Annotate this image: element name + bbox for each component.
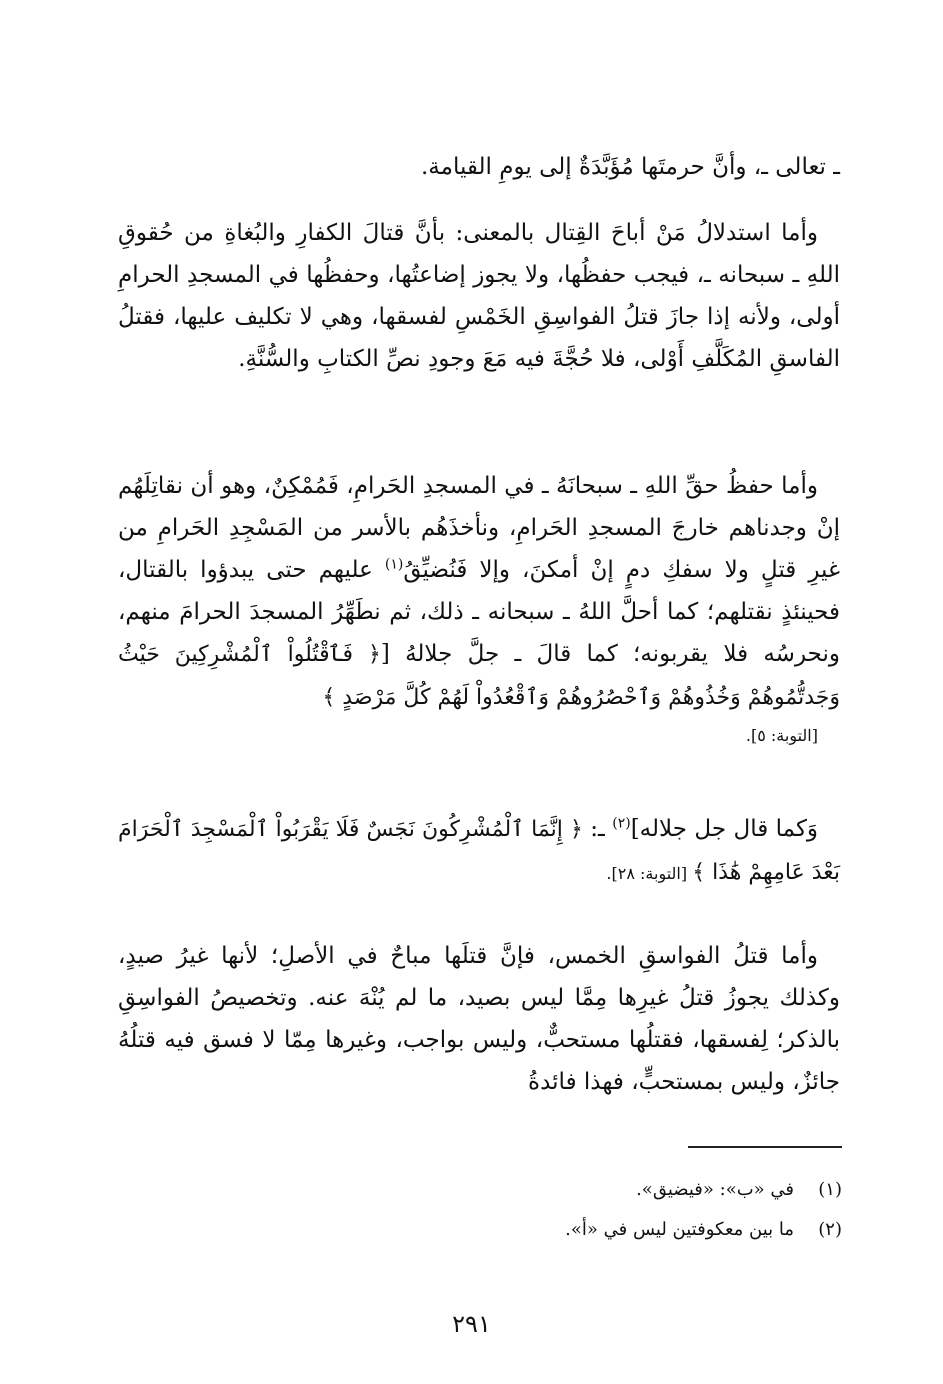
paragraph-1-text: وأما استدلالُ مَنْ أباحَ القِتال بالمعنى: بأنَّ قتالَ الكفارِ والبُغاةِ من حُقوقِ اللهِ ـ سبحانه ـ، فيجب حفظُها، ولا يجوز إضاعتُها، وحفظُها في المسجدِ الحرامِ أولى، ولأنه إذا جازَ قتلُ الفواسِقِ الخَمْسِ لفسقها، وهي لا تكليف عليها، فقتلُ الفاسقِ المُكَلَّفِ أَوْلى، فلا حُجَّةَ فيه مَعَ وجودِ نصِّ الكتابِ والسُّنَّةِ. xyxy=(118,220,840,372)
paragraph-1 xyxy=(118,212,840,380)
quran-verse-tawbah-5: ﴿ فَٱقْتُلُواْ ٱلْمُشْرِكِينَ حَيْثُ وَجَدتُّمُوهُمْ وَخُذُوهُمْ وَٱحْصُرُوهُمْ وَٱقْعُدُواْ لَهُمْ كُلَّ مَرْصَدٍ ﴾ xyxy=(118,642,840,710)
footnote-1 xyxy=(400,1170,842,1210)
quran-verse-tawbah-28: ﴿ إِنَّمَا ٱلْمُشْرِكُونَ نَجَسٌ فَلَا يَقْرَبُواْ ٱلْمَسْجِدَ ٱلْحَرَامَ بَعْدَ عَامِهِمْ هَٰذَا ﴾ xyxy=(118,817,840,885)
paragraph-3-text xyxy=(118,808,840,895)
paragraph-2-text xyxy=(118,465,840,753)
paragraph-4 xyxy=(118,935,840,1103)
intro-paragraph xyxy=(118,146,840,188)
verse-reference-tawbah-5: [التوبة: ٥]. xyxy=(745,726,818,745)
footnote-1-text: في «ب»: «فيضيق». xyxy=(636,1179,794,1200)
paragraph-3-part-a: وَكما قال جل جلاله] xyxy=(630,816,818,842)
footnote-1-number: (١) xyxy=(818,1179,842,1200)
footnote-2-text: ما بين معكوفتين ليس في «أ». xyxy=(565,1219,794,1240)
verse-reference-tawbah-28: [التوبة: ٢٨]. xyxy=(606,864,693,883)
paragraph-2-part-a: وأما حفظُ حقِّ اللهِ ـ سبحانَهُ ـ في المسجدِ الحَرامِ، فَمُمْكِنٌ، وهو أن نقاتِلَهُم إنْ وجدناهم خارجَ المسجدِ الحَرامِ، ونأخذَهُم بالأسر من المَسْجِدِ الحَرامِ من غيرِ قتلٍ ولا سفكِ دمٍ إنْ أمكنَ، وإلا فَنُضيِّقُ xyxy=(118,473,840,583)
paragraph-2-part-b: عليهم حتى يبدؤوا بالقتال، فحينئذٍ نقتلهم؛ كما أحلَّ اللهُ ـ سبحانه ـ ذلك، ثم نطَهِّرُ المسجدَ الحرامَ منهم، ونحرسُه فلا يقربونه؛ كما قالَ ـ جلَّ جلالهُ [ xyxy=(118,557,840,667)
paragraph-3-part-b: ـ: xyxy=(582,816,613,842)
footnote-divider xyxy=(688,1146,842,1148)
footnote-marker-2: (٢) xyxy=(612,815,631,832)
footnote-2 xyxy=(400,1210,842,1250)
footnote-marker-1: (١) xyxy=(384,556,404,573)
paragraph-4-text: وأما قتلُ الفواسقِ الخمس، فإنَّ قتلَها مباحٌ في الأصلِ؛ لأنها غيرُ صيدٍ، وكذلك يجوزُ قتلُ غيرِها مِمَّا ليس بصيد، ما لم يُنْهَ عنه. وتخصيصُ الفواسِقِ بالذكر؛ لِفسقها، فقتلُها مستحبٌّ، وليس بواجب، وغيرها مِمّا لا فسق فيه قتلُهُ جائزٌ، وليس بمستحبٍّ، فهذا فائدةُ xyxy=(118,943,840,1095)
footnote-2-number: (٢) xyxy=(818,1219,842,1240)
intro-text: ـ تعالى ـ، وأنَّ حرمتَها مُؤَبَّدَةٌ إلى يومِ القيامة. xyxy=(421,154,840,180)
footnotes xyxy=(400,1170,842,1250)
paragraph-3 xyxy=(118,808,840,895)
page-number: ٢٩١ xyxy=(452,1310,491,1338)
paragraph-2 xyxy=(118,465,840,753)
